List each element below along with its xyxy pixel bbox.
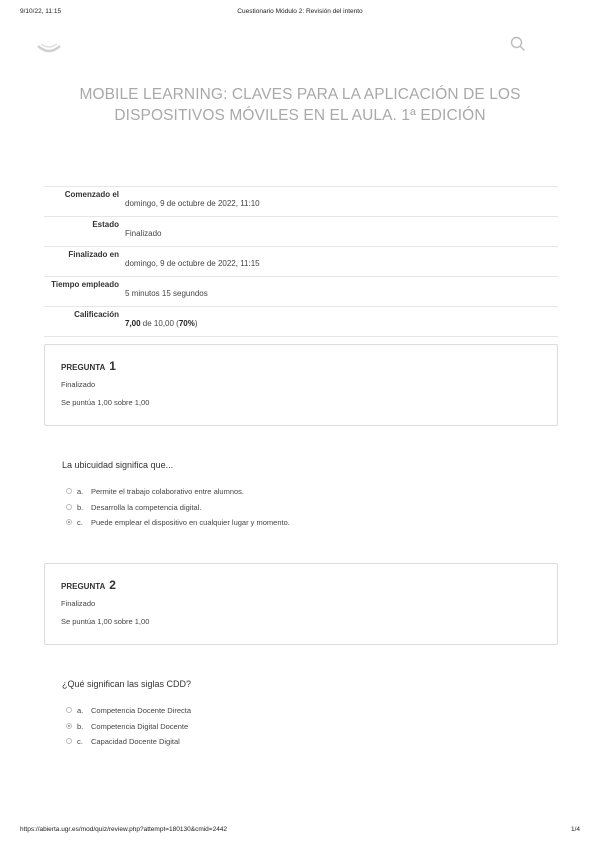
time-value: 5 minutos 15 segundos bbox=[125, 289, 208, 298]
question-heading bbox=[61, 578, 116, 592]
print-header bbox=[20, 8, 580, 20]
answer-text: Competencia Docente Directa bbox=[91, 706, 192, 715]
time-label: Tiempo empleado bbox=[51, 280, 119, 289]
question-state: Finalizado bbox=[61, 380, 96, 389]
started-label: Comenzado el bbox=[64, 190, 119, 199]
finished-label: Finalizado en bbox=[68, 250, 119, 259]
question-label: PREGUNTA bbox=[61, 363, 106, 372]
search-icon[interactable] bbox=[510, 36, 526, 52]
answer-letter: b. bbox=[77, 502, 84, 512]
summary-row-grade bbox=[44, 307, 558, 337]
print-date: 9/10/22, 11:15 bbox=[20, 8, 62, 15]
state-value: Finalizado bbox=[125, 229, 162, 238]
answer-text: Desarrolla la competencia digital. bbox=[91, 502, 202, 512]
summary-row-finished bbox=[44, 247, 558, 277]
answer-letter: c. bbox=[77, 737, 83, 746]
grade-percent: 70% bbox=[178, 319, 195, 328]
summary-row-time bbox=[44, 277, 558, 307]
print-page-title: Cuestionario Módulo 2: Revisión del intento bbox=[237, 8, 363, 15]
answer-letter: b. bbox=[77, 721, 84, 731]
grade-score: 7,00 bbox=[125, 319, 141, 328]
question-grade: Se puntúa 1,00 sobre 1,00 bbox=[61, 617, 150, 626]
question-number: 2 bbox=[109, 578, 116, 592]
print-page-number: 1/4 bbox=[570, 826, 580, 833]
site-logo-icon[interactable] bbox=[36, 38, 62, 54]
radio-button-checked[interactable] bbox=[66, 519, 72, 525]
question-info-card bbox=[44, 344, 558, 426]
question-text: La ubicuidad significa que... bbox=[62, 460, 174, 470]
answer-text: Capacidad Docente Digital bbox=[91, 737, 180, 746]
answer-text: Permite el trabajo colaborativo entre alumnos. bbox=[91, 487, 244, 496]
radio-button-checked[interactable] bbox=[66, 723, 72, 729]
answer-text: Puede emplear el dispositivo en cualquier lugar y momento. bbox=[91, 518, 290, 527]
answer-letter: c. bbox=[77, 518, 83, 527]
question-info-card bbox=[44, 563, 558, 645]
grade-label: Calificación bbox=[74, 310, 119, 319]
print-url: https://abierta.ugr.es/mod/quiz/review.php?attempt=180130&cmid=2442 bbox=[20, 826, 228, 833]
question-grade: Se puntúa 1,00 sobre 1,00 bbox=[61, 398, 150, 407]
answer-text: Competencia Digital Docente bbox=[91, 721, 189, 731]
grade-close: ) bbox=[194, 319, 198, 328]
question-heading bbox=[61, 359, 116, 373]
radio-button[interactable] bbox=[66, 504, 72, 510]
print-footer bbox=[20, 826, 580, 838]
finished-value: domingo, 9 de octubre de 2022, 11:15 bbox=[125, 259, 260, 268]
answer-letter: a. bbox=[77, 706, 84, 715]
question-label: PREGUNTA bbox=[61, 582, 106, 591]
radio-button[interactable] bbox=[66, 488, 72, 494]
started-value: domingo, 9 de octubre de 2022, 11:10 bbox=[125, 199, 260, 208]
attempt-summary-table bbox=[44, 186, 558, 337]
radio-button[interactable] bbox=[66, 707, 72, 713]
state-label: Estado bbox=[92, 220, 119, 229]
grade-of: de 10,00 ( bbox=[140, 319, 179, 328]
grade-value bbox=[123, 307, 558, 337]
question-text: ¿Qué significan las siglas CDD? bbox=[62, 679, 192, 689]
question-state: Finalizado bbox=[61, 599, 96, 608]
summary-row-started bbox=[44, 187, 558, 217]
question-number: 1 bbox=[109, 359, 116, 373]
course-title: MOBILE LEARNING: CLAVES PARA LA APLICACIÓN DE LOS DISPOSITIVOS MÓVILES EN EL AULA. 1ª EDICIÓN bbox=[79, 86, 521, 124]
answer-letter: a. bbox=[77, 487, 84, 496]
summary-row-state bbox=[44, 217, 558, 247]
radio-button[interactable] bbox=[66, 738, 72, 744]
